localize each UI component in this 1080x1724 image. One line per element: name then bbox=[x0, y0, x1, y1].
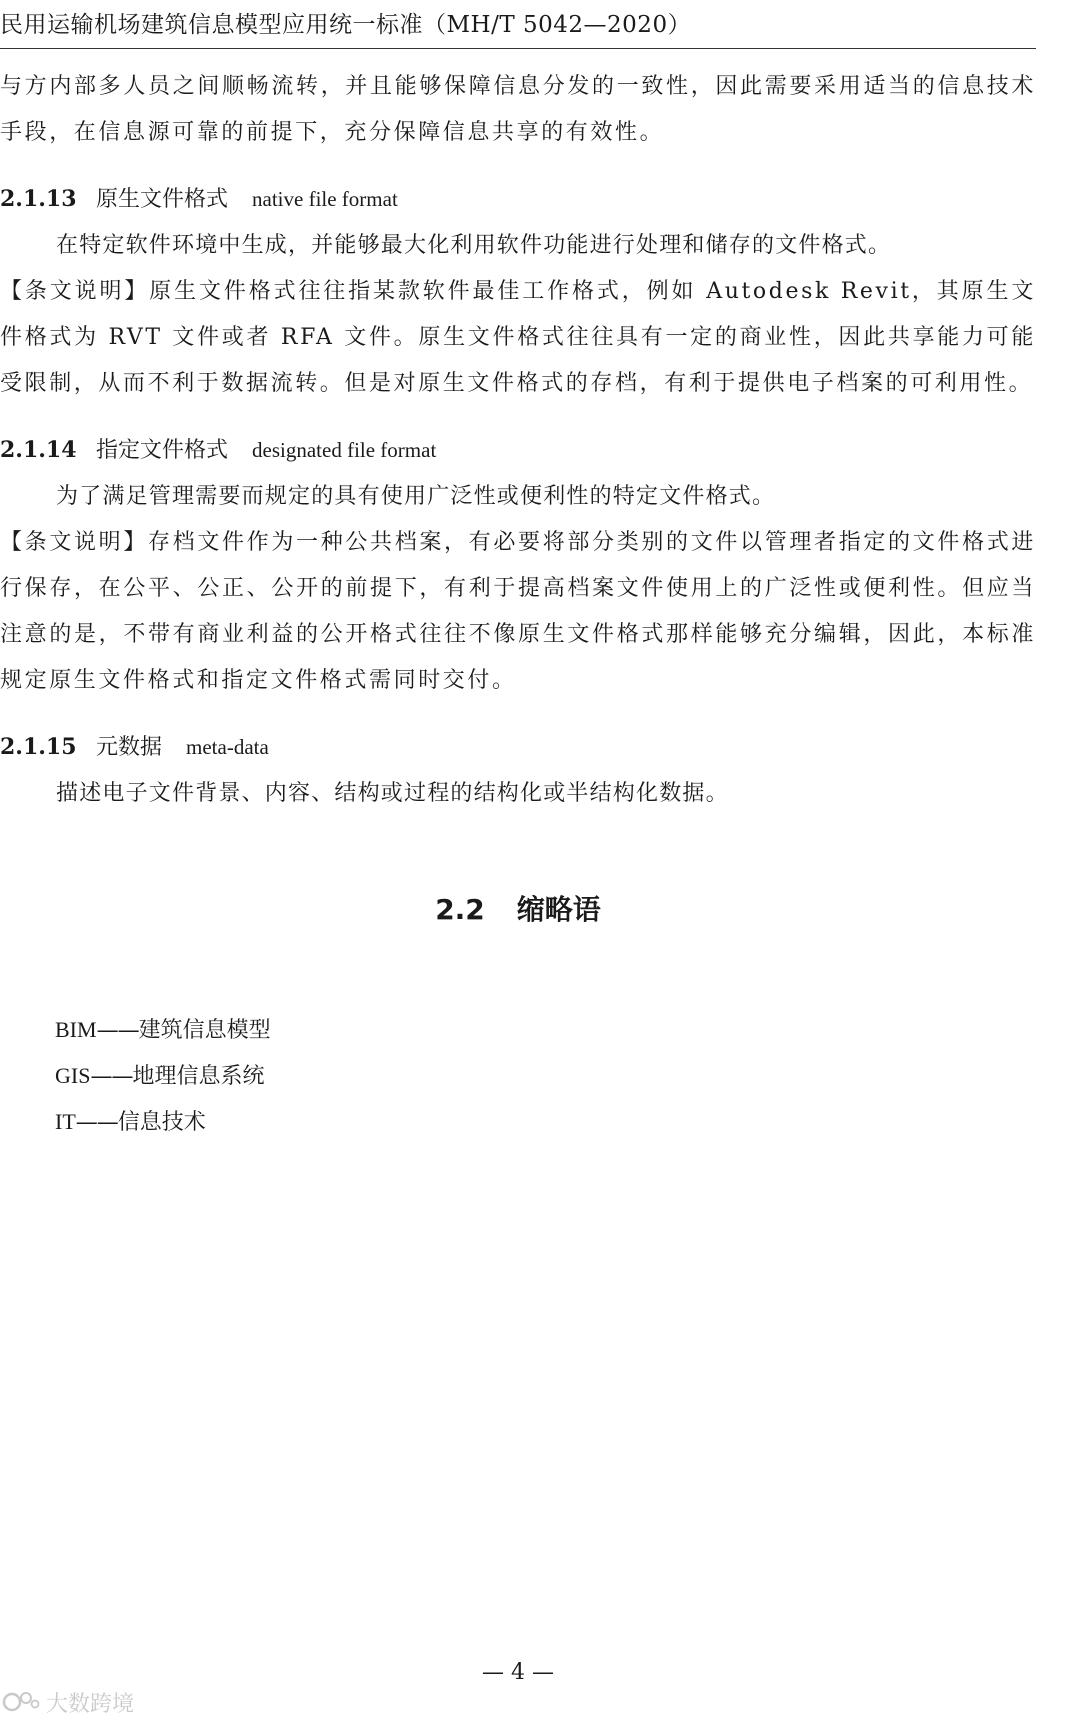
term-name-cn: 指定文件格式 bbox=[96, 438, 229, 463]
abbreviation-item bbox=[55, 1007, 271, 1053]
header-rule bbox=[0, 48, 1036, 49]
watermark-text: 大数跨境 bbox=[46, 1691, 135, 1717]
term-name-en: designated file format bbox=[252, 438, 437, 462]
term-number: 2.1.15 bbox=[0, 734, 77, 760]
abbreviation-list bbox=[55, 1007, 271, 1145]
logo-mark-icon bbox=[2, 1688, 42, 1716]
term-number: 2.1.14 bbox=[0, 437, 77, 463]
term-name-en: native file format bbox=[252, 187, 398, 211]
abbreviation-item bbox=[55, 1053, 271, 1099]
intro-paragraph: 与方内部多人员之间顺畅流转，并且能够保障信息分发的一致性，因此需要采用适当的信息技术手段，在信息源可靠的前提下，充分保障信息共享的有效性。 bbox=[0, 74, 1036, 145]
term-heading bbox=[0, 724, 1036, 771]
abbreviation-code: IT bbox=[55, 1109, 76, 1134]
section-heading: 缩略语 bbox=[516, 893, 601, 926]
term-heading bbox=[0, 176, 1036, 223]
page-header: 民用运输机场建筑信息模型应用统一标准（MH/T 5042—2020） bbox=[0, 12, 692, 38]
section-title bbox=[0, 890, 1036, 930]
term-name-cn: 原生文件格式 bbox=[96, 187, 229, 212]
abbreviation-code: GIS bbox=[55, 1063, 91, 1088]
term-name-cn: 元数据 bbox=[96, 735, 163, 760]
abbreviation-meaning: 地理信息系统 bbox=[132, 1064, 265, 1089]
abbreviation-item bbox=[55, 1099, 271, 1145]
page-number: — 4 — bbox=[482, 1660, 554, 1685]
abbreviation-separator: —— bbox=[90, 1064, 133, 1089]
section-number: 2.2 bbox=[435, 893, 485, 926]
term-note: 【条文说明】原生文件格式往往指某款软件最佳工作格式，例如 Autodesk Revit，其原生文件格式为 RVT 文件或者 RFA 文件。原生文件格式往往具有一定的商业性，因此共享能力可能受限制，从而不利于数据流转。但是对原生文件格式的存档，有利于提供电子档案的可利用性。 bbox=[0, 279, 1036, 396]
abbreviation-separator: —— bbox=[96, 1018, 139, 1043]
term-note: 【条文说明】存档文件作为一种公共档案，有必要将部分类别的文件以管理者指定的文件格式进行保存，在公平、公正、公开的前提下，有利于提高档案文件使用上的广泛性或便利性。但应当注意的是，不带有商业利益的公开格式往往不像原生文件格式那样能够充分编辑，因此，本标准规定原生文件格式和指定文件格式需同时交付。 bbox=[0, 530, 1036, 693]
abbreviation-separator: —— bbox=[75, 1110, 118, 1135]
term-definition: 描述电子文件背景、内容、结构或过程的结构化或半结构化数据。 bbox=[56, 781, 729, 806]
abbreviation-meaning: 建筑信息模型 bbox=[138, 1018, 271, 1043]
term-definition: 为了满足管理需要而规定的具有使用广泛性或便利性的特定文件格式。 bbox=[56, 484, 776, 509]
term-definition: 在特定软件环境中生成，并能够最大化利用软件功能进行处理和储存的文件格式。 bbox=[56, 233, 892, 258]
abbreviation-meaning: 信息技术 bbox=[117, 1110, 206, 1135]
term-number: 2.1.13 bbox=[0, 186, 77, 212]
main-content bbox=[0, 64, 1036, 817]
abbreviation-code: BIM bbox=[55, 1017, 97, 1042]
watermark bbox=[2, 1686, 134, 1718]
term-heading bbox=[0, 427, 1036, 474]
term-name-en: meta-data bbox=[186, 735, 269, 759]
